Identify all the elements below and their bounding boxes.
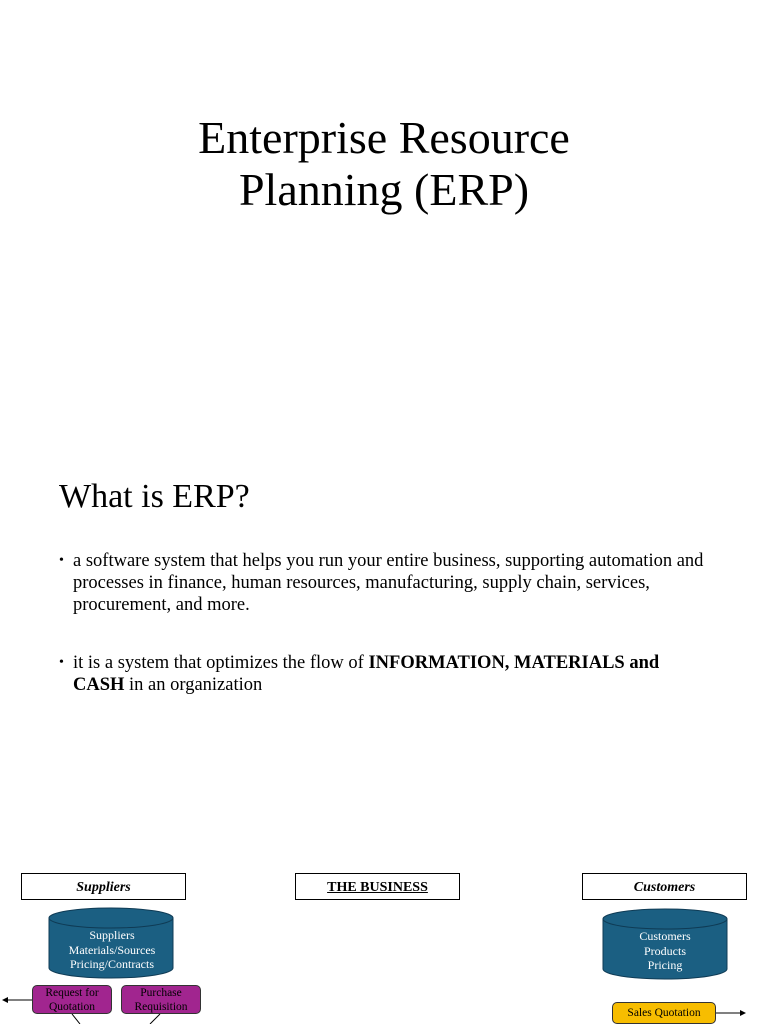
bullet-text: a software system that helps you run your entire business, supporting automation and processes in finance, human resources, manufacturing, supply chain, services, procurement, and more. [73, 551, 704, 615]
connector-line [72, 1014, 80, 1024]
db-line: Materials/Sources [68, 942, 156, 957]
section-heading: What is ERP? [59, 478, 250, 515]
bullet-text-prefix: it is a system that optimizes the flow of [73, 653, 369, 673]
connector-line [150, 1014, 160, 1024]
preq-line-1: Purchase [140, 987, 182, 999]
bullet-text-bold: INFORMATION, MATERIALS and [368, 653, 660, 673]
suppliers-database-label [50, 928, 174, 972]
preq-line-2: Requisition [134, 1001, 188, 1013]
rfq-line-1: Request for [45, 987, 99, 999]
purchase-requisition-box [121, 985, 201, 1014]
db-line: Suppliers [89, 928, 135, 942]
customers-header: Customers [582, 873, 747, 900]
request-for-quotation-box [32, 985, 112, 1014]
business-header: THE BUSINESS [295, 873, 460, 900]
bullet-marker: • [59, 553, 64, 568]
bullet-text-bold: CASH [73, 675, 125, 695]
bullet-marker: • [59, 655, 64, 670]
db-line: Pricing/Contracts [70, 957, 154, 971]
title-line-2: Planning (ERP) [238, 164, 530, 215]
right-arrow-icon [716, 1010, 746, 1016]
title-line-1: Enterprise Resource [198, 112, 570, 163]
bullet-text-suffix: in an organization [124, 675, 263, 695]
db-line: Customers [639, 929, 691, 943]
sales-quotation-box: Sales Quotation [612, 1002, 716, 1024]
left-arrow-icon [2, 997, 32, 1003]
rfq-line-2: Quotation [49, 1001, 95, 1013]
customers-database-label [603, 929, 727, 973]
db-line: Pricing [647, 958, 683, 972]
db-line: Products [644, 943, 686, 958]
suppliers-header: Suppliers [21, 873, 186, 900]
